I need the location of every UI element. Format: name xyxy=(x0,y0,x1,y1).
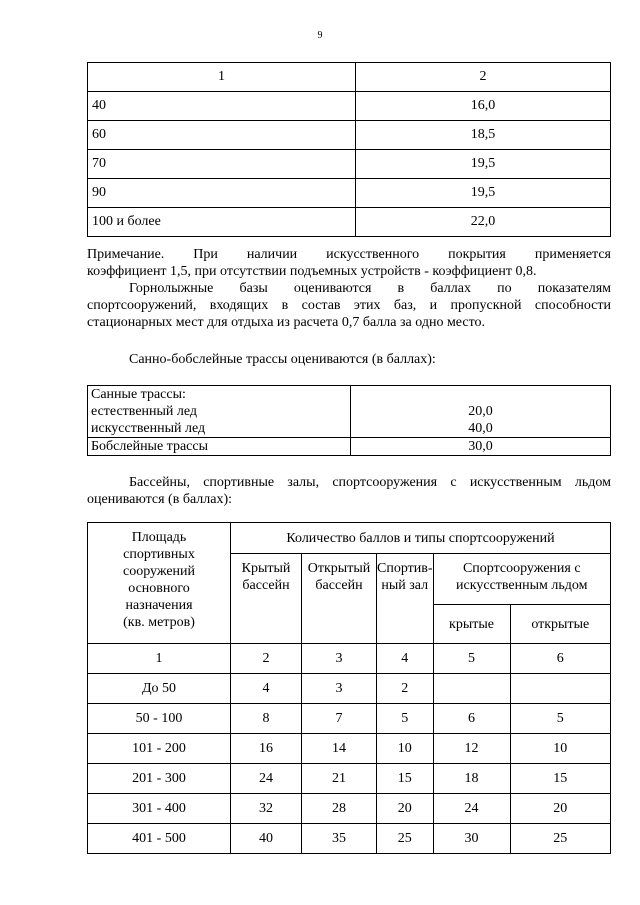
table-row xyxy=(88,438,611,456)
row-label: 90 xyxy=(88,179,356,208)
table-row xyxy=(88,92,611,121)
column-number: 1 xyxy=(88,644,231,674)
table-points-by-height xyxy=(87,62,611,237)
table-sports-facilities xyxy=(87,522,611,854)
value-cell: 5 xyxy=(377,704,434,734)
row-label: 70 xyxy=(88,150,356,179)
value-cell: 32 xyxy=(231,794,302,824)
column-number: 2 xyxy=(231,644,302,674)
pools-intro-line-2: оцениваются (в баллах): xyxy=(87,492,233,507)
value-cell: 21 xyxy=(302,764,377,794)
points-group-header: Количество баллов и типы спортсооружений xyxy=(231,523,611,554)
value-cell: 10 xyxy=(510,734,610,764)
row-value: 22,0 xyxy=(356,208,611,237)
table-row xyxy=(88,824,611,854)
value-cell: 4 xyxy=(231,674,302,704)
table-row xyxy=(88,794,611,824)
row-value: 16,0 xyxy=(356,92,611,121)
value-cell: 2 xyxy=(377,674,434,704)
area-cell: 301 - 400 xyxy=(88,794,231,824)
value-cell xyxy=(433,674,510,704)
table-row xyxy=(88,386,611,438)
value-cell: 6 xyxy=(433,704,510,734)
column-number: 4 xyxy=(377,644,434,674)
table-sled-tracks xyxy=(87,385,611,456)
sport-hall-header: Спортив- ный зал xyxy=(377,554,434,644)
bobsleigh-value: 30,0 xyxy=(351,438,611,456)
value-cell: 35 xyxy=(302,824,377,854)
ski-line-1: Горнолыжные базы оцениваются в баллах по показателям xyxy=(129,281,611,296)
table-row xyxy=(88,150,611,179)
area-cell: 401 - 500 xyxy=(88,824,231,854)
value-cell: 14 xyxy=(302,734,377,764)
sled-group-label: Санные трассы: xyxy=(91,387,186,402)
ice-covered-header: крытые xyxy=(433,605,510,644)
table-row xyxy=(88,179,611,208)
column-number: 3 xyxy=(302,644,377,674)
value-cell: 18 xyxy=(433,764,510,794)
table-row xyxy=(88,764,611,794)
table-row xyxy=(88,734,611,764)
covered-pool-header: Крытый бассейн xyxy=(231,554,302,644)
open-pool-header: Открытый бассейн xyxy=(302,554,377,644)
value-cell: 10 xyxy=(377,734,434,764)
value-cell: 8 xyxy=(231,704,302,734)
ice-open-header: открытые xyxy=(510,605,610,644)
page-number: 9 xyxy=(317,30,323,41)
sled-intro: Санно-бобслейные трассы оцениваются (в баллах): xyxy=(129,352,436,367)
value-cell: 20 xyxy=(377,794,434,824)
column-number-2: 2 xyxy=(356,63,611,92)
table-row xyxy=(88,674,611,704)
area-cell: 201 - 300 xyxy=(88,764,231,794)
natural-ice-label: естественный лед xyxy=(91,404,198,419)
ski-line-2: спортсооружений, входящих в состав этих баз, и пропускной способности xyxy=(87,298,611,313)
table-row xyxy=(88,208,611,237)
row-value: 19,5 xyxy=(356,150,611,179)
note-line-2: коэффициент 1,5, при отсутствии подъемных устройств - коэффициент 0,8. xyxy=(87,264,537,279)
column-number-1: 1 xyxy=(88,63,356,92)
artificial-ice-header: Спортсооружения с искусственным льдом xyxy=(433,554,610,605)
pools-intro xyxy=(87,474,611,508)
sled-group-cell xyxy=(88,386,351,438)
value-cell: 7 xyxy=(302,704,377,734)
column-number: 6 xyxy=(510,644,610,674)
value-cell xyxy=(510,674,610,704)
value-cell: 40 xyxy=(231,824,302,854)
table-row xyxy=(88,704,611,734)
area-header: Площадь спортивных сооружений основного назначения (кв. метров) xyxy=(88,523,231,644)
area-cell: До 50 xyxy=(88,674,231,704)
area-cell: 50 - 100 xyxy=(88,704,231,734)
artificial-ice-value: 40,0 xyxy=(468,421,493,436)
row-label: 60 xyxy=(88,121,356,150)
value-cell: 3 xyxy=(302,674,377,704)
row-label: 40 xyxy=(88,92,356,121)
column-number: 5 xyxy=(433,644,510,674)
value-cell: 20 xyxy=(510,794,610,824)
value-cell: 25 xyxy=(377,824,434,854)
row-label: 100 и более xyxy=(88,208,356,237)
area-cell: 101 - 200 xyxy=(88,734,231,764)
bobsleigh-label: Бобслейные трассы xyxy=(88,438,351,456)
artificial-ice-label: искусственный лед xyxy=(91,421,206,436)
table-header-row xyxy=(88,63,611,92)
sled-values-cell xyxy=(351,386,611,438)
value-cell: 15 xyxy=(510,764,610,794)
value-cell: 15 xyxy=(377,764,434,794)
header-row-1 xyxy=(88,523,611,554)
row-value: 19,5 xyxy=(356,179,611,208)
note-paragraph xyxy=(87,246,611,280)
note-line-1: Примечание. При наличии искусственного покрытия применяется xyxy=(87,247,611,262)
value-cell: 24 xyxy=(433,794,510,824)
table-row xyxy=(88,121,611,150)
ski-line-3: стационарных мест для отдыха из расчета 0,7 балла за одно место. xyxy=(87,315,486,330)
column-numbers-row xyxy=(88,644,611,674)
value-cell: 30 xyxy=(433,824,510,854)
value-cell: 5 xyxy=(510,704,610,734)
value-cell: 28 xyxy=(302,794,377,824)
ski-bases-paragraph xyxy=(87,280,611,331)
value-cell: 24 xyxy=(231,764,302,794)
row-value: 18,5 xyxy=(356,121,611,150)
pools-intro-line-1: Бассейны, спортивные залы, спортсооружения с искусственным льдом xyxy=(129,475,611,490)
value-cell: 16 xyxy=(231,734,302,764)
value-cell: 12 xyxy=(433,734,510,764)
value-cell: 25 xyxy=(510,824,610,854)
natural-ice-value: 20,0 xyxy=(468,404,493,419)
